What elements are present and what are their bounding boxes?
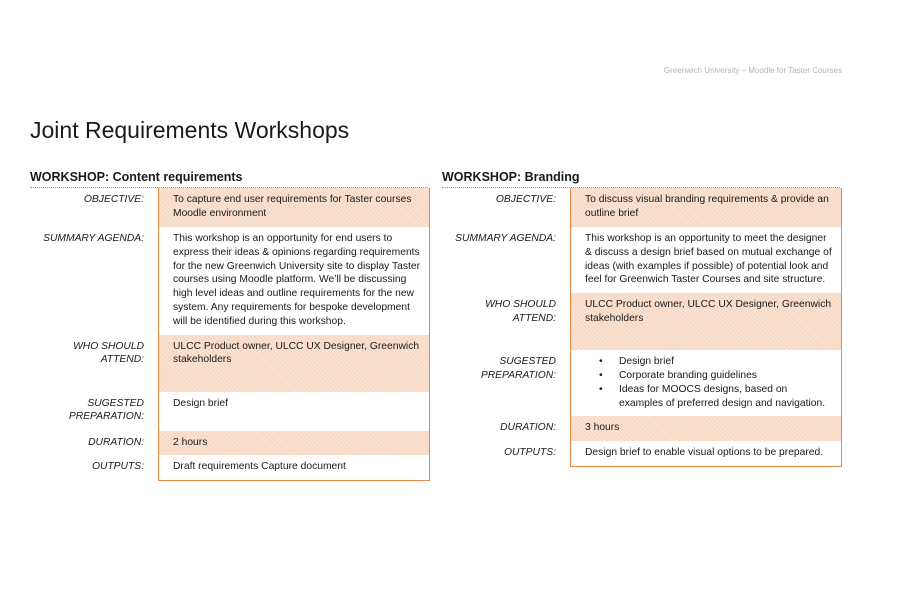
who-should-attend-label: WHO SHOULD ATTEND: (485, 299, 556, 324)
suggested-preparation-value: Design brief (158, 392, 430, 431)
suggested-preparation-label: SUGESTED PREPARATION: (480, 356, 556, 381)
summary-agenda-label: SUMMARY AGENDA: (43, 233, 144, 244)
suggested-preparation-value (570, 350, 842, 416)
workshop-title: WORKSHOP: Branding (442, 170, 840, 188)
outputs-value: Design brief to enable visual options to be prepared. (570, 441, 842, 467)
header-note: Greenwich University – Moodle for Taster Courses (663, 66, 842, 75)
preparation-item: • Corporate branding guidelines (619, 369, 833, 383)
preparation-list (585, 355, 833, 410)
objective-label: OBJECTIVE: (83, 194, 144, 205)
suggested-preparation-label: SUGESTED PREPARATION: (68, 397, 144, 423)
summary-agenda-label: SUMMARY AGENDA: (455, 233, 556, 244)
workshop-content-requirements (30, 170, 428, 481)
workshop-table (30, 188, 428, 481)
preparation-item: • Ideas for MOOCS designs, based on examples of preferred design and navigation. (619, 383, 833, 411)
who-should-attend-value: ULCC Product owner, ULCC UX Designer, Greenwich stakeholders (570, 293, 842, 350)
who-should-attend-label: WHO SHOULD ATTEND: (73, 340, 144, 366)
workshop-table (442, 188, 840, 467)
objective-value: To capture end user requirements for Taster courses Moodle environment (158, 188, 430, 227)
summary-agenda-value: This workshop is an opportunity for end users to express their ideas & opinions regarding requirements for the new Greenwich University site to display Taster courses using Moodle platform. We’ll be discussing high level ideas and outline requirements for the new system. Any requirements for bespoke development will be identified during this workshop. (158, 227, 430, 335)
objective-label: OBJECTIVE: (495, 194, 556, 205)
outputs-label: OUTPUTS: (91, 461, 144, 473)
workshop-title: WORKSHOP: Content requirements (30, 170, 428, 188)
duration-label: DURATION: (88, 436, 144, 448)
duration-value: 2 hours (158, 431, 430, 456)
summary-agenda-value: This workshop is an opportunity to meet the designer & discuss a design brief based on mutual exchange of ideas (with examples if possible) of potential look and feel for Greenwich Taster Courses and site structure. (570, 227, 842, 293)
outputs-value: Draft requirements Capture document (158, 455, 430, 481)
duration-value: 3 hours (570, 416, 842, 441)
who-should-attend-value: ULCC Product owner, ULCC UX Designer, Greenwich stakeholders (158, 335, 430, 392)
page-title: Joint Requirements Workshops (30, 117, 350, 144)
preparation-item: • Design brief (619, 355, 833, 369)
objective-value: To discuss visual branding requirements & provide an outline brief (570, 188, 842, 227)
workshop-branding (442, 170, 840, 467)
duration-label: DURATION: (500, 422, 556, 434)
outputs-label: OUTPUTS: (503, 447, 556, 459)
